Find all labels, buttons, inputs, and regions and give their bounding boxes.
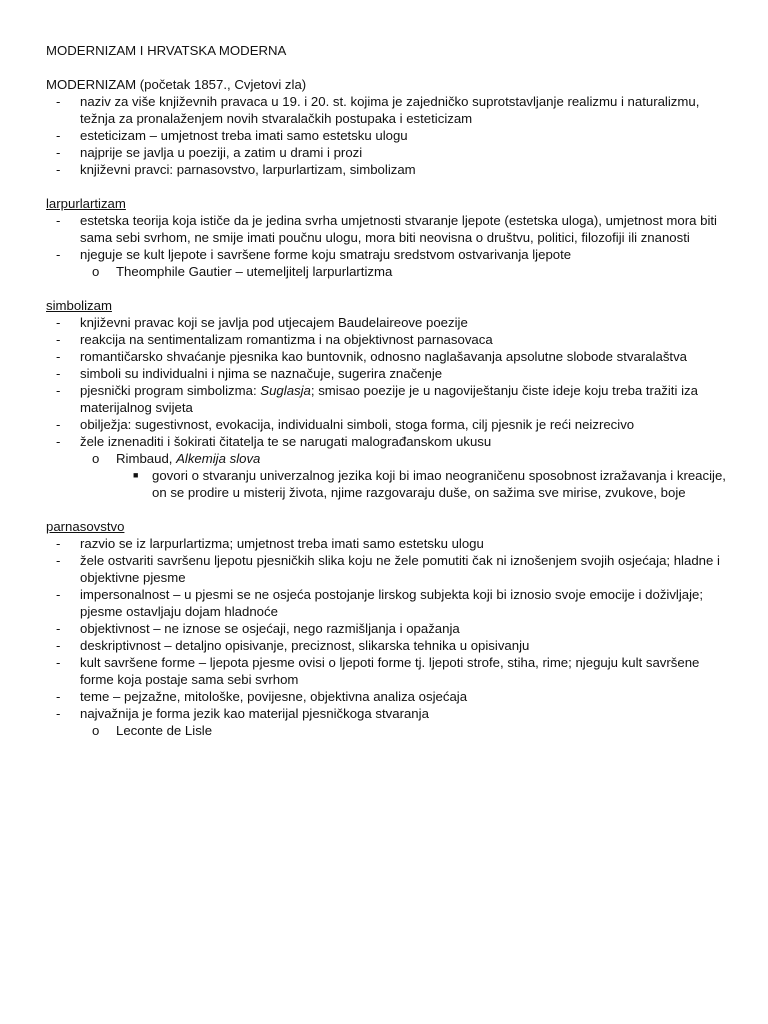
document-title: MODERNIZAM I HRVATSKA MODERNA	[46, 43, 287, 58]
dash-marker: -	[56, 587, 61, 602]
sub-list-item: o Theomphile Gautier – utemeljitelj larpurlartizma	[92, 264, 393, 279]
dash-marker: -	[56, 315, 61, 330]
spacer	[46, 280, 728, 297]
circle-marker: o	[92, 723, 100, 738]
list-item: - najvažnija je forma jezik kao materijal pjesničkoga stvaranja	[56, 706, 429, 721]
dash-marker: -	[56, 706, 61, 721]
list-item: - pjesnički program simbolizma: Suglasja; smisao poezije je u nagoviještanju čiste ideje koju treba tražiti iza materijalnog svijeta	[56, 383, 698, 415]
list-item: - teme – pejzažne, mitološke, povijesne, objektivna analiza osjećaja	[56, 689, 468, 704]
list-item: - najprije se javlja u poeziji, a zatim u drami i prozi	[56, 145, 363, 160]
dash-marker: -	[56, 128, 61, 143]
spacer	[46, 59, 728, 76]
dash-marker: -	[56, 145, 61, 160]
larpurlartizam-list	[46, 212, 728, 280]
list-item: - impersonalnost – u pjesmi se ne osjeća postojanje lirskog subjekta koji bi iznosio svoje emocije i doživljaje; pjesme ostavljaju dojam hladnoće	[56, 587, 704, 619]
work-title-suglasja: Suglasja	[260, 383, 311, 398]
dash-marker: -	[56, 213, 61, 228]
list-item: - književni pravac koji se javlja pod utjecajem Baudelaireove poezije	[56, 315, 468, 330]
spacer	[46, 501, 728, 518]
dash-marker: -	[56, 621, 61, 636]
dash-marker: -	[56, 94, 61, 109]
section-heading-simbolizam: simbolizam	[46, 298, 112, 313]
dash-marker: -	[56, 434, 61, 449]
dash-marker: -	[56, 349, 61, 364]
section-heading-parnasovstvo: parnasovstvo	[46, 519, 125, 534]
list-item: - simboli su individualni i njima se naznačuje, sugerira značenje	[56, 366, 443, 381]
dash-marker: -	[56, 247, 61, 262]
list-item: - žele ostvariti savršenu ljepotu pjesničkih slika koju ne žele pomutiti čak ni iznošenjem svojih osjećaja; hladne i objektivne pjesme	[56, 553, 720, 585]
dash-marker: -	[56, 553, 61, 568]
dash-marker: -	[56, 655, 61, 670]
dash-marker: -	[56, 536, 61, 551]
dash-marker: -	[56, 638, 61, 653]
list-item: - objektivnost – ne iznose se osjećaji, nego razmišljanja i opažanja	[56, 621, 460, 636]
dash-marker: -	[56, 162, 61, 177]
section-heading-larpurlartizam: larpurlartizam	[46, 196, 126, 211]
circle-marker: o	[92, 264, 100, 279]
dash-marker: -	[56, 417, 61, 432]
sub-list-item: o Leconte de Lisle	[92, 723, 213, 738]
list-item: - estetska teorija koja ističe da je jedina svrha umjetnosti stvaranje ljepote (estetska uloga), umjetnost mora biti sama sebi svrhom, ne smije imati poučnu ulogu, mora biti neovisna o društvu, politici, filozofiji ili znanosti	[56, 213, 717, 245]
modernizam-list	[46, 93, 728, 178]
list-item: - žele iznenaditi i šokirati čitatelja te se narugati malograđanskom ukusu	[56, 434, 492, 449]
dash-marker: -	[56, 383, 61, 398]
list-item: - esteticizam – umjetnost treba imati samo estetsku ulogu	[56, 128, 408, 143]
sub-sub-list-item: ■ govori o stvaranju univerzalnog jezika koji bi imao neograničenu sposobnost izražavanja i kreacije, on se prodire u misterij života, njime razgovaraju duše, on sažima sve mirise, zvukove, boje	[133, 468, 726, 500]
list-item: - njeguje se kult ljepote i savršene forme koju smatraju sredstvom ostvarivanja ljepote	[56, 247, 572, 262]
circle-marker: o	[92, 451, 100, 466]
dash-marker: -	[56, 332, 61, 347]
list-item: - deskriptivnost – detaljno opisivanje, preciznost, slikarska tehnika u opisivanju	[56, 638, 530, 653]
parnasovstvo-list	[46, 535, 728, 739]
work-title-alkemija-slova: Alkemija slova	[176, 451, 261, 466]
simbolizam-list	[46, 314, 728, 501]
list-item: - reakcija na sentimentalizam romantizma i na objektivnost parnasovaca	[56, 332, 493, 347]
square-marker: ■	[133, 470, 139, 480]
sub-list-item: o Rimbaud, Alkemija slova	[92, 451, 261, 466]
section-heading-modernizam: MODERNIZAM (početak 1857., Cvjetovi zla)	[46, 77, 307, 92]
list-item: - obilježja: sugestivnost, evokacija, individualni simboli, stoga forma, cilj pjesnik je reći neizrecivo	[56, 417, 635, 432]
dash-marker: -	[56, 689, 61, 704]
dash-marker: -	[56, 366, 61, 381]
list-item: - književni pravci: parnasovstvo, larpurlartizam, simbolizam	[56, 162, 416, 177]
list-item: - kult savršene forme – ljepota pjesme ovisi o ljepoti forme tj. ljepoti strofe, stiha, rime; njeguju kult savršene forme koja postaje sama sebi svrhom	[56, 655, 700, 687]
list-item: - naziv za više književnih pravaca u 19. i 20. st. kojima je zajedničko suprotstavljanje realizmu i naturalizmu, težnja za pronalaženjem novih stvaralačkih postupaka i esteticizam	[56, 94, 700, 126]
list-item: - romantičarsko shvaćanje pjesnika kao buntovnik, odnosno naglašavanja apsolutne slobode stvaralaštva	[56, 349, 688, 364]
list-item: - razvio se iz larpurlartizma; umjetnost treba imati samo estetsku ulogu	[56, 536, 484, 551]
spacer	[46, 178, 728, 195]
